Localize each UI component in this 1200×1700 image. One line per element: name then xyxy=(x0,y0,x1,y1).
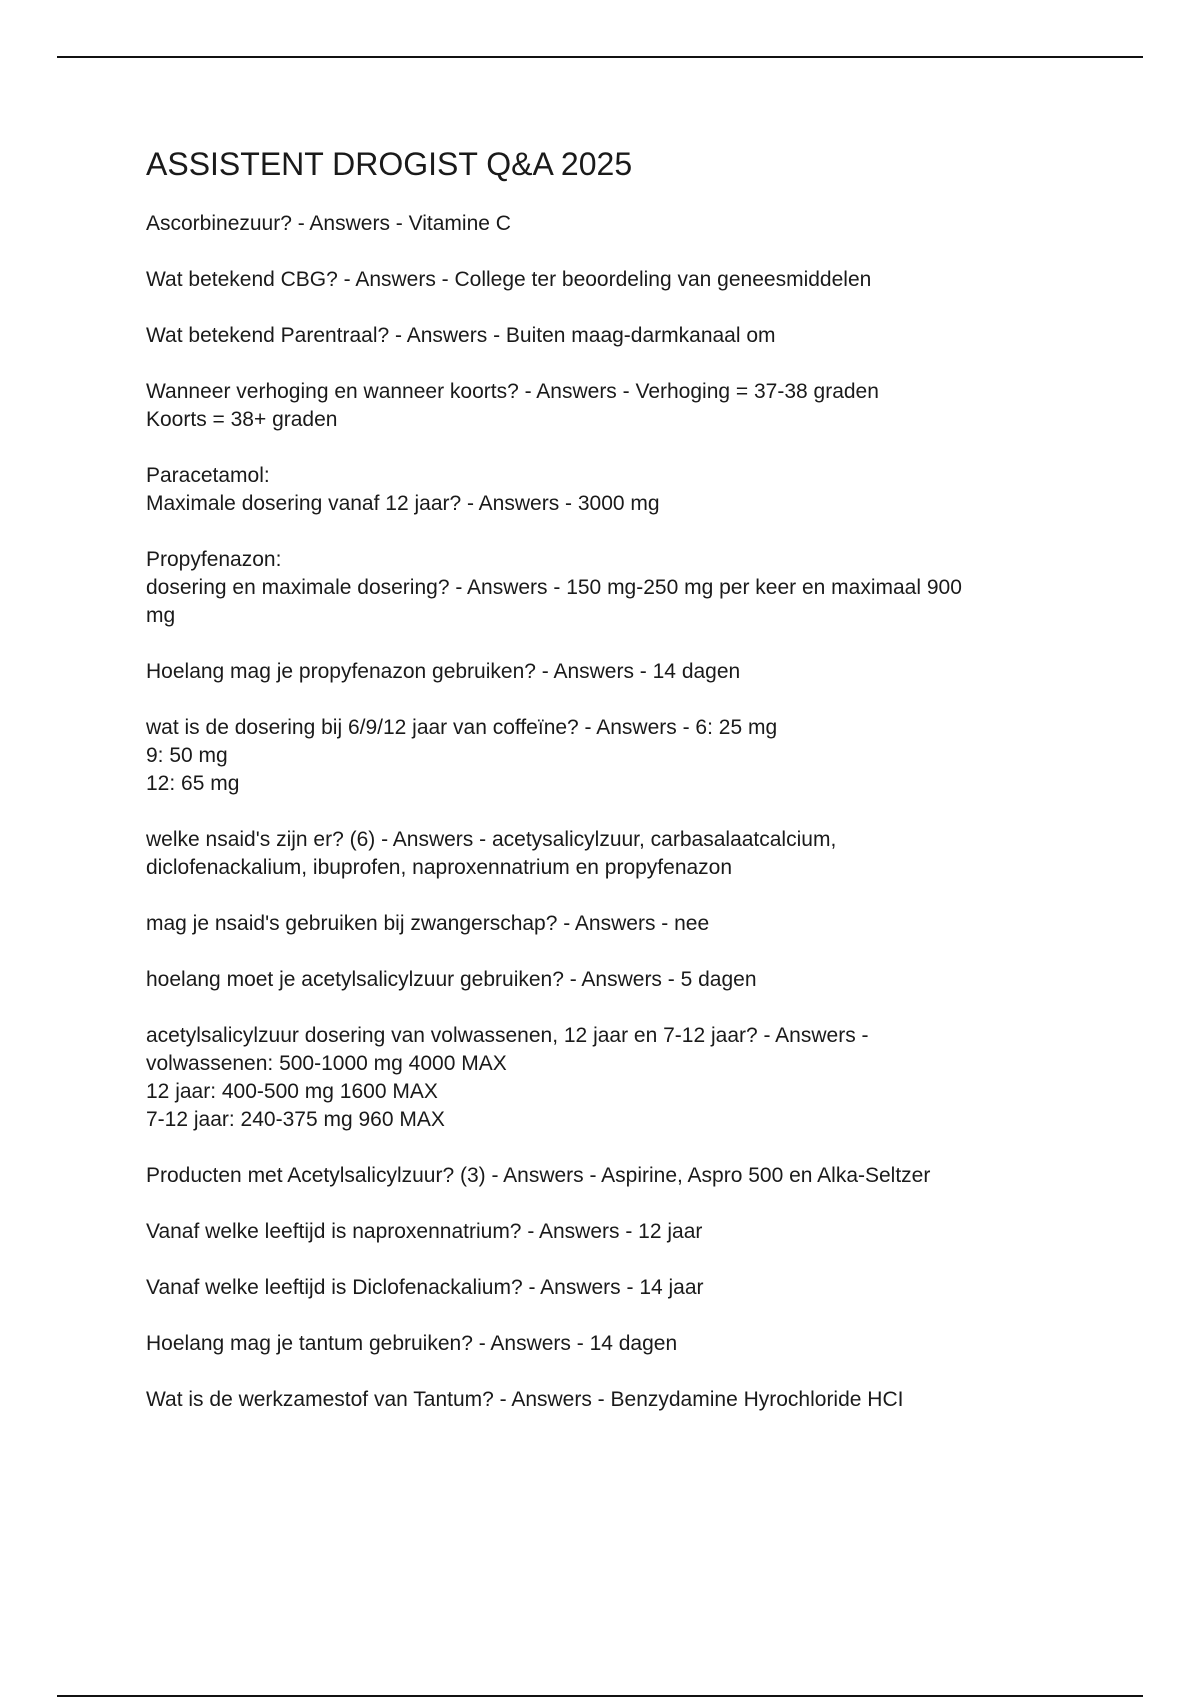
qa-line: Wat betekend Parentraal? - Answers - Buiten maag-darmkanaal om xyxy=(146,324,776,347)
qa-item xyxy=(146,1274,1106,1302)
qa-line: 12: 65 mg xyxy=(146,772,240,795)
qa-item xyxy=(146,210,1106,238)
qa-line: wat is de dosering bij 6/9/12 jaar van coffeïne? - Answers - 6: 25 mg xyxy=(146,716,778,739)
qa-line: Wat is de werkzamestof van Tantum? - Answers - Benzydamine Hyrochloride HCI xyxy=(146,1388,904,1411)
qa-line: Ascorbinezuur? - Answers - Vitamine C xyxy=(146,212,511,235)
qa-line: Hoelang mag je tantum gebruiken? - Answers - 14 dagen xyxy=(146,1332,678,1355)
qa-item xyxy=(146,1386,1106,1414)
qa-item xyxy=(146,322,1106,350)
qa-item xyxy=(146,1330,1106,1358)
qa-item xyxy=(146,966,1106,994)
qa-line: Wat betekend CBG? - Answers - College ter beoordeling van geneesmiddelen xyxy=(146,268,872,291)
header-rule xyxy=(57,56,1143,58)
qa-line: Producten met Acetylsalicylzuur? (3) - Answers - Aspirine, Aspro 500 en Alka-Seltzer xyxy=(146,1164,931,1187)
qa-line: Propyfenazon: xyxy=(146,548,282,571)
qa-line: diclofenackalium, ibuprofen, naproxennatrium en propyfenazon xyxy=(146,856,733,879)
qa-line: mag je nsaid's gebruiken bij zwangerschap? - Answers - nee xyxy=(146,912,710,935)
qa-item xyxy=(146,266,1106,294)
qa-line: dosering en maximale dosering? - Answers - 150 mg-250 mg per keer en maximaal 900 xyxy=(146,576,962,599)
qa-line: 7-12 jaar: 240-375 mg 960 MAX xyxy=(146,1108,445,1131)
qa-line: Hoelang mag je propyfenazon gebruiken? - Answers - 14 dagen xyxy=(146,660,741,683)
document-body xyxy=(146,142,1106,1442)
qa-list xyxy=(146,210,1106,1414)
qa-line: Koorts = 38+ graden xyxy=(146,408,338,431)
qa-item xyxy=(146,910,1106,938)
qa-item xyxy=(146,658,1106,686)
qa-line: 9: 50 mg xyxy=(146,744,228,767)
qa-line: Maximale dosering vanaf 12 jaar? - Answers - 3000 mg xyxy=(146,492,660,515)
qa-line: Wanneer verhoging en wanneer koorts? - Answers - Verhoging = 37-38 graden xyxy=(146,380,879,403)
qa-line: volwassenen: 500-1000 mg 4000 MAX xyxy=(146,1052,507,1075)
footer-rule xyxy=(57,1695,1143,1697)
qa-item xyxy=(146,826,1106,882)
qa-line: Vanaf welke leeftijd is naproxennatrium? - Answers - 12 jaar xyxy=(146,1220,703,1243)
qa-item xyxy=(146,1218,1106,1246)
qa-line: 12 jaar: 400-500 mg 1600 MAX xyxy=(146,1080,438,1103)
qa-item xyxy=(146,378,1106,434)
qa-item xyxy=(146,1162,1106,1190)
qa-line: hoelang moet je acetylsalicylzuur gebruiken? - Answers - 5 dagen xyxy=(146,968,757,991)
qa-item xyxy=(146,462,1106,518)
qa-item xyxy=(146,1022,1106,1134)
qa-item xyxy=(146,714,1106,798)
qa-line: welke nsaid's zijn er? (6) - Answers - acetysalicylzuur, carbasalaatcalcium, xyxy=(146,828,837,851)
qa-line: acetylsalicylzuur dosering van volwassenen, 12 jaar en 7-12 jaar? - Answers - xyxy=(146,1024,869,1047)
qa-item xyxy=(146,546,1106,630)
document-title: ASSISTENT DROGIST Q&A 2025 xyxy=(146,146,633,182)
qa-line: Paracetamol: xyxy=(146,464,270,487)
qa-line: mg xyxy=(146,604,176,627)
qa-line: Vanaf welke leeftijd is Diclofenackalium? - Answers - 14 jaar xyxy=(146,1276,704,1299)
